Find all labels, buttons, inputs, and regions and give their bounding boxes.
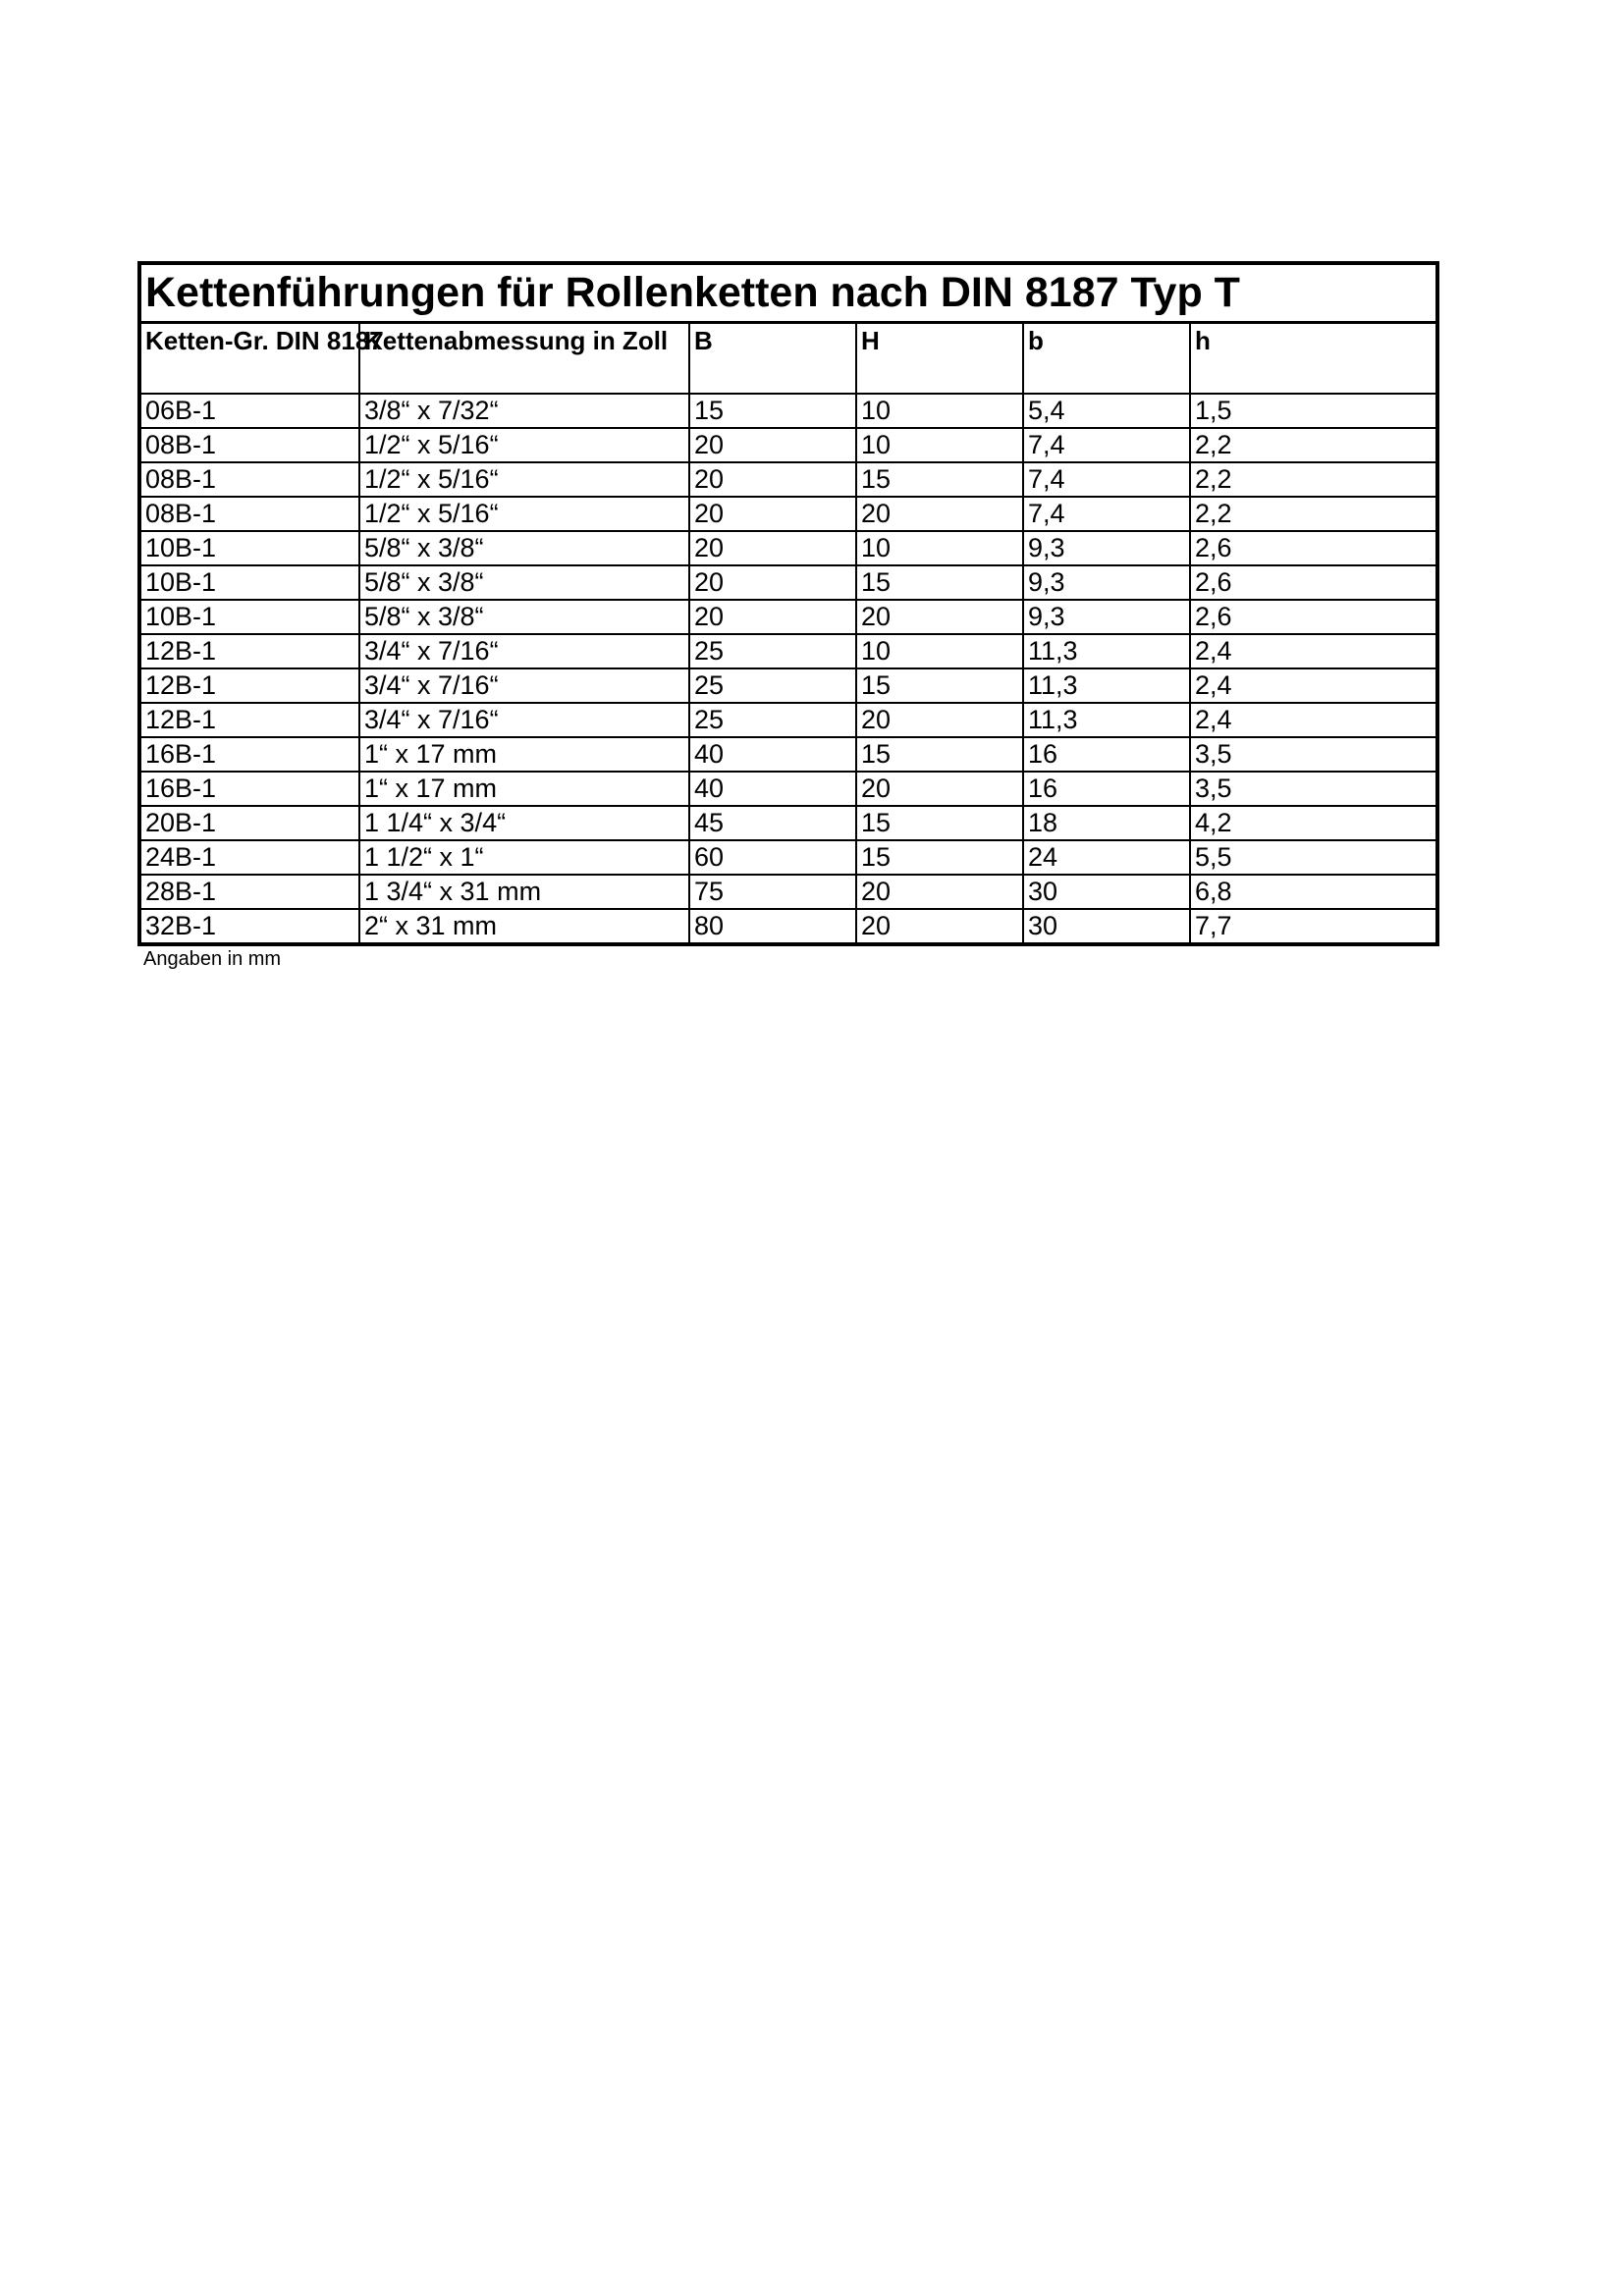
cell-b: 9,3 [1023, 531, 1190, 565]
table-row [139, 875, 1437, 909]
cell-h: 2,4 [1190, 668, 1437, 703]
cell-B: 20 [689, 531, 856, 565]
cell-b: 11,3 [1023, 634, 1190, 668]
cell-chain-size: 20B-1 [139, 806, 359, 840]
table-row [139, 772, 1437, 806]
cell-h: 2,2 [1190, 497, 1437, 531]
document-sheet [137, 261, 1435, 971]
cell-B: 25 [689, 668, 856, 703]
cell-B: 75 [689, 875, 856, 909]
cell-H: 10 [856, 428, 1023, 462]
cell-h: 2,6 [1190, 600, 1437, 634]
cell-h: 2,6 [1190, 531, 1437, 565]
cell-b: 7,4 [1023, 428, 1190, 462]
cell-chain-size: 06B-1 [139, 394, 359, 428]
cell-H: 15 [856, 668, 1023, 703]
table-row [139, 600, 1437, 634]
cell-h: 7,7 [1190, 909, 1437, 944]
cell-chain-dimension: 2“ x 31 mm [359, 909, 689, 944]
cell-chain-dimension: 1/2“ x 5/16“ [359, 428, 689, 462]
table-row [139, 428, 1437, 462]
cell-H: 15 [856, 840, 1023, 875]
table-row [139, 565, 1437, 600]
title-row [139, 263, 1437, 323]
table-title: Kettenführungen für Rollenketten nach DIN 8187 Typ T [139, 263, 1437, 323]
cell-B: 25 [689, 634, 856, 668]
cell-h: 2,6 [1190, 565, 1437, 600]
cell-chain-size: 10B-1 [139, 531, 359, 565]
cell-b: 11,3 [1023, 668, 1190, 703]
cell-h: 2,2 [1190, 462, 1437, 497]
cell-b: 16 [1023, 737, 1190, 772]
cell-chain-size: 16B-1 [139, 737, 359, 772]
table-row [139, 394, 1437, 428]
cell-chain-size: 12B-1 [139, 634, 359, 668]
table-row [139, 462, 1437, 497]
table-row [139, 703, 1437, 737]
cell-chain-dimension: 1 3/4“ x 31 mm [359, 875, 689, 909]
cell-chain-dimension: 1“ x 17 mm [359, 772, 689, 806]
cell-chain-size: 10B-1 [139, 600, 359, 634]
cell-chain-size: 08B-1 [139, 497, 359, 531]
cell-chain-dimension: 3/8“ x 7/32“ [359, 394, 689, 428]
cell-H: 20 [856, 772, 1023, 806]
table-row [139, 840, 1437, 875]
header-B: B [689, 323, 856, 395]
cell-h: 5,5 [1190, 840, 1437, 875]
cell-h: 4,2 [1190, 806, 1437, 840]
cell-b: 9,3 [1023, 600, 1190, 634]
cell-B: 40 [689, 737, 856, 772]
cell-H: 15 [856, 806, 1023, 840]
cell-chain-size: 32B-1 [139, 909, 359, 944]
cell-B: 25 [689, 703, 856, 737]
cell-B: 20 [689, 462, 856, 497]
cell-H: 15 [856, 565, 1023, 600]
header-chain-dimension: Kettenabmessung in Zoll [359, 323, 689, 395]
cell-B: 20 [689, 600, 856, 634]
cell-chain-dimension: 5/8“ x 3/8“ [359, 531, 689, 565]
cell-b: 30 [1023, 909, 1190, 944]
cell-h: 2,2 [1190, 428, 1437, 462]
table-row [139, 634, 1437, 668]
cell-H: 20 [856, 703, 1023, 737]
header-b: b [1023, 323, 1190, 395]
cell-B: 40 [689, 772, 856, 806]
cell-H: 20 [856, 600, 1023, 634]
cell-chain-size: 16B-1 [139, 772, 359, 806]
cell-chain-size: 08B-1 [139, 462, 359, 497]
cell-b: 18 [1023, 806, 1190, 840]
cell-B: 15 [689, 394, 856, 428]
cell-H: 10 [856, 531, 1023, 565]
cell-chain-dimension: 5/8“ x 3/8“ [359, 600, 689, 634]
cell-chain-dimension: 3/4“ x 7/16“ [359, 634, 689, 668]
cell-chain-size: 12B-1 [139, 668, 359, 703]
table-row [139, 497, 1437, 531]
units-note: Angaben in mm [143, 948, 282, 970]
cell-chain-size: 12B-1 [139, 703, 359, 737]
cell-chain-dimension: 5/8“ x 3/8“ [359, 565, 689, 600]
cell-h: 3,5 [1190, 772, 1437, 806]
cell-chain-dimension: 3/4“ x 7/16“ [359, 703, 689, 737]
table-row [139, 531, 1437, 565]
cell-H: 15 [856, 462, 1023, 497]
cell-b: 24 [1023, 840, 1190, 875]
header-row [139, 323, 1437, 395]
cell-chain-dimension: 1“ x 17 mm [359, 737, 689, 772]
cell-B: 20 [689, 565, 856, 600]
cell-chain-dimension: 3/4“ x 7/16“ [359, 668, 689, 703]
cell-h: 2,4 [1190, 703, 1437, 737]
table-body [139, 394, 1437, 944]
cell-B: 20 [689, 497, 856, 531]
cell-B: 20 [689, 428, 856, 462]
cell-b: 5,4 [1023, 394, 1190, 428]
cell-b: 9,3 [1023, 565, 1190, 600]
cell-chain-size: 28B-1 [139, 875, 359, 909]
cell-b: 7,4 [1023, 462, 1190, 497]
cell-chain-dimension: 1 1/4“ x 3/4“ [359, 806, 689, 840]
cell-chain-dimension: 1/2“ x 5/16“ [359, 497, 689, 531]
cell-b: 16 [1023, 772, 1190, 806]
chain-guide-table [137, 261, 1439, 946]
table-row [139, 737, 1437, 772]
cell-H: 20 [856, 875, 1023, 909]
cell-chain-dimension: 1 1/2“ x 1“ [359, 840, 689, 875]
cell-H: 15 [856, 737, 1023, 772]
cell-chain-size: 10B-1 [139, 565, 359, 600]
table-row [139, 806, 1437, 840]
cell-B: 80 [689, 909, 856, 944]
cell-h: 2,4 [1190, 634, 1437, 668]
cell-B: 60 [689, 840, 856, 875]
cell-h: 3,5 [1190, 737, 1437, 772]
cell-H: 10 [856, 634, 1023, 668]
table-row [139, 668, 1437, 703]
cell-H: 20 [856, 909, 1023, 944]
cell-b: 7,4 [1023, 497, 1190, 531]
cell-H: 20 [856, 497, 1023, 531]
cell-b: 30 [1023, 875, 1190, 909]
cell-h: 1,5 [1190, 394, 1437, 428]
cell-H: 10 [856, 394, 1023, 428]
header-H: H [856, 323, 1023, 395]
cell-b: 11,3 [1023, 703, 1190, 737]
cell-chain-dimension: 1/2“ x 5/16“ [359, 462, 689, 497]
header-chain-size: Ketten-Gr. DIN 8187 [139, 323, 359, 395]
cell-h: 6,8 [1190, 875, 1437, 909]
cell-chain-size: 08B-1 [139, 428, 359, 462]
cell-chain-size: 24B-1 [139, 840, 359, 875]
header-h: h [1190, 323, 1437, 395]
table-row [139, 909, 1437, 944]
cell-B: 45 [689, 806, 856, 840]
